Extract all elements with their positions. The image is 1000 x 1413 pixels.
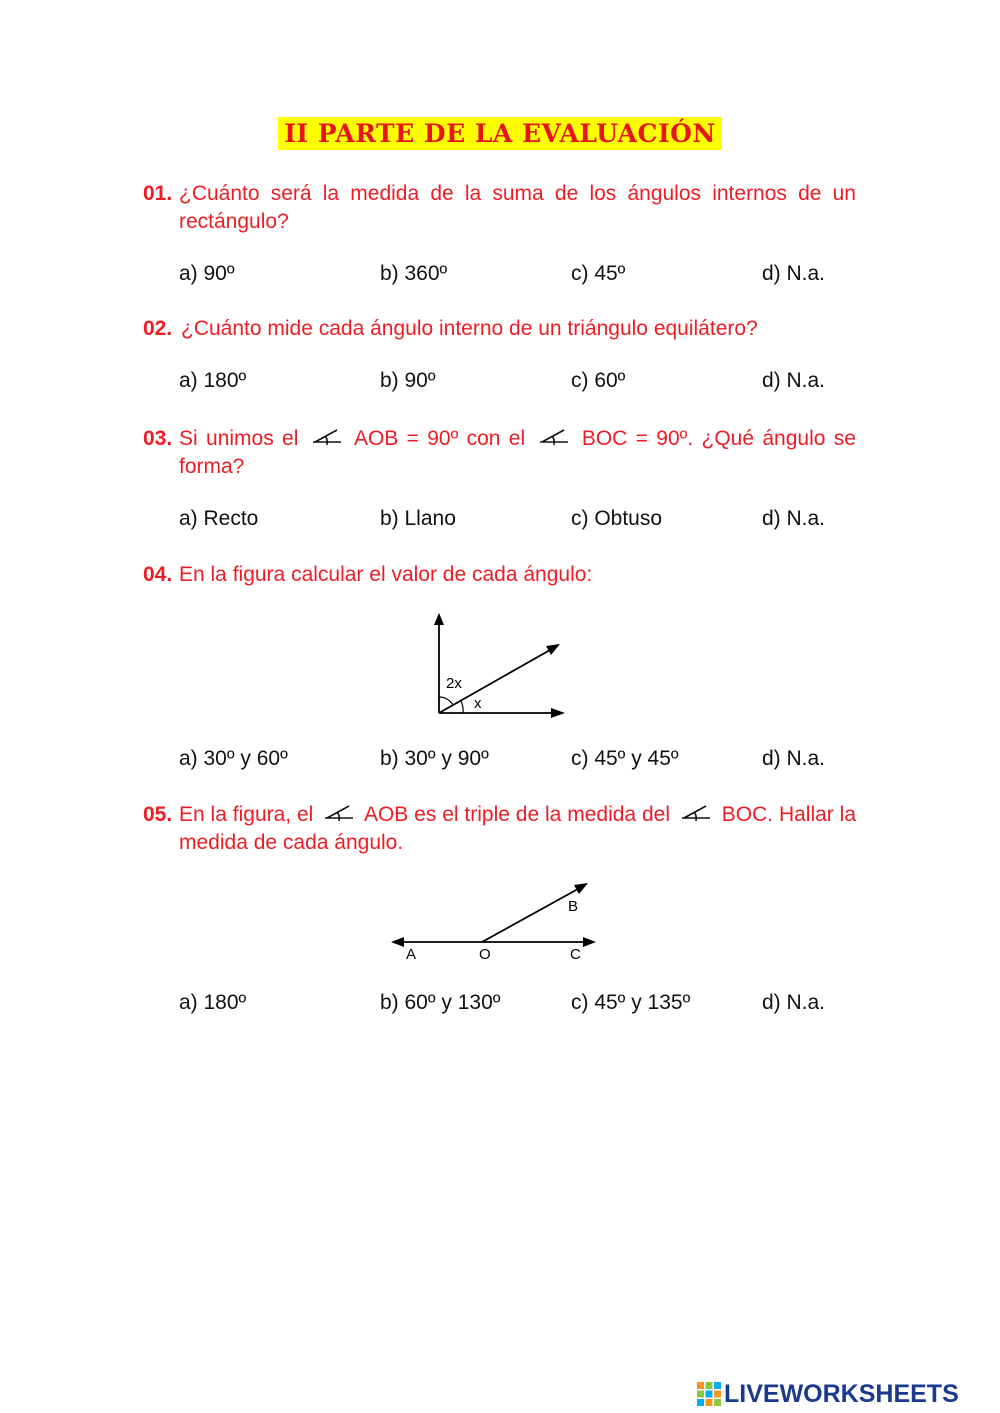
option-b[interactable]: b) 90º	[380, 369, 436, 392]
option-b[interactable]: b) Llano	[380, 507, 456, 530]
question-number: 01.	[143, 182, 173, 205]
label-a: A	[406, 946, 417, 963]
question-text: ¿Cuánto mide cada ángulo interno de un triángulo equilátero?	[181, 317, 758, 340]
option-a[interactable]: a) 30º y 60º	[179, 747, 288, 770]
angle-arc	[439, 697, 453, 705]
angle-arc	[461, 701, 463, 713]
option-b[interactable]: b) 60º y 130º	[380, 991, 501, 1014]
label-b: B	[568, 898, 579, 915]
options-4	[179, 747, 879, 775]
label-x: x	[474, 695, 482, 712]
option-a[interactable]: a) 180º	[179, 369, 247, 392]
liveworksheets-logo	[696, 1379, 959, 1409]
option-c[interactable]: c) 45º y 135º	[571, 991, 691, 1014]
page-title: II PARTE DE LA EVALUACIÓN	[0, 117, 1000, 150]
question-4	[143, 561, 856, 589]
option-a[interactable]: a) Recto	[179, 507, 259, 530]
option-c[interactable]: c) Obtuso	[571, 507, 663, 530]
angle-symbol-icon	[680, 803, 712, 823]
arrow-head	[551, 708, 565, 718]
options-3	[179, 507, 879, 535]
question-1	[143, 180, 856, 236]
option-d[interactable]: d) N.a.	[762, 369, 826, 392]
arrow-head	[434, 613, 444, 625]
angle-figure-5	[385, 875, 605, 965]
option-c[interactable]: c) 45º y 45º	[571, 747, 679, 770]
option-c[interactable]: c) 60º	[571, 369, 626, 392]
option-b[interactable]: b) 30º y 90º	[380, 747, 489, 770]
question-number: 02.	[143, 317, 173, 340]
arrow-head	[583, 937, 596, 947]
arrow-head	[391, 937, 404, 947]
question-text: En la figura, el AOB es el triple de la medida del BOC. Hallar la medida de cada ángulo.	[179, 803, 856, 854]
option-d[interactable]: d) N.a.	[762, 747, 826, 770]
label-c: C	[570, 946, 581, 963]
option-a[interactable]: a) 90º	[179, 262, 235, 285]
option-c[interactable]: c) 45º	[571, 262, 626, 285]
label-2x: 2x	[446, 675, 462, 692]
arrow-head	[546, 644, 560, 655]
option-d[interactable]: d) N.a.	[762, 262, 826, 285]
question-number: 03.	[143, 427, 173, 450]
logo-text: LIVEWORKSHEETS	[724, 1379, 959, 1408]
question-5	[143, 801, 856, 857]
options-5	[179, 991, 879, 1019]
question-number: 05.	[143, 803, 173, 826]
option-b[interactable]: b) 360º	[380, 262, 448, 285]
option-d[interactable]: d) N.a.	[762, 507, 826, 530]
question-number: 04.	[143, 563, 173, 586]
liveworksheets-icon	[696, 1381, 722, 1407]
options-1	[179, 262, 879, 290]
label-o: O	[479, 946, 491, 963]
option-a[interactable]: a) 180º	[179, 991, 247, 1014]
angle-symbol-icon	[311, 427, 343, 447]
question-text: En la figura calcular el valor de cada ángulo:	[179, 563, 593, 586]
options-2	[179, 369, 879, 397]
question-text: ¿Cuánto será la medida de la suma de los ángulos internos de un rectángulo?	[179, 182, 856, 233]
angle-symbol-icon	[323, 803, 355, 823]
angle-figure-4	[420, 605, 580, 730]
ray-ob	[482, 889, 578, 942]
angle-symbol-icon	[538, 427, 570, 447]
option-d[interactable]: d) N.a.	[762, 991, 826, 1014]
question-2	[143, 315, 856, 343]
question-text: Si unimos el AOB = 90º con el BOC = 90º. ¿Qué ángulo se forma?	[179, 427, 856, 478]
arrow-head	[574, 883, 588, 894]
question-3	[143, 425, 856, 481]
